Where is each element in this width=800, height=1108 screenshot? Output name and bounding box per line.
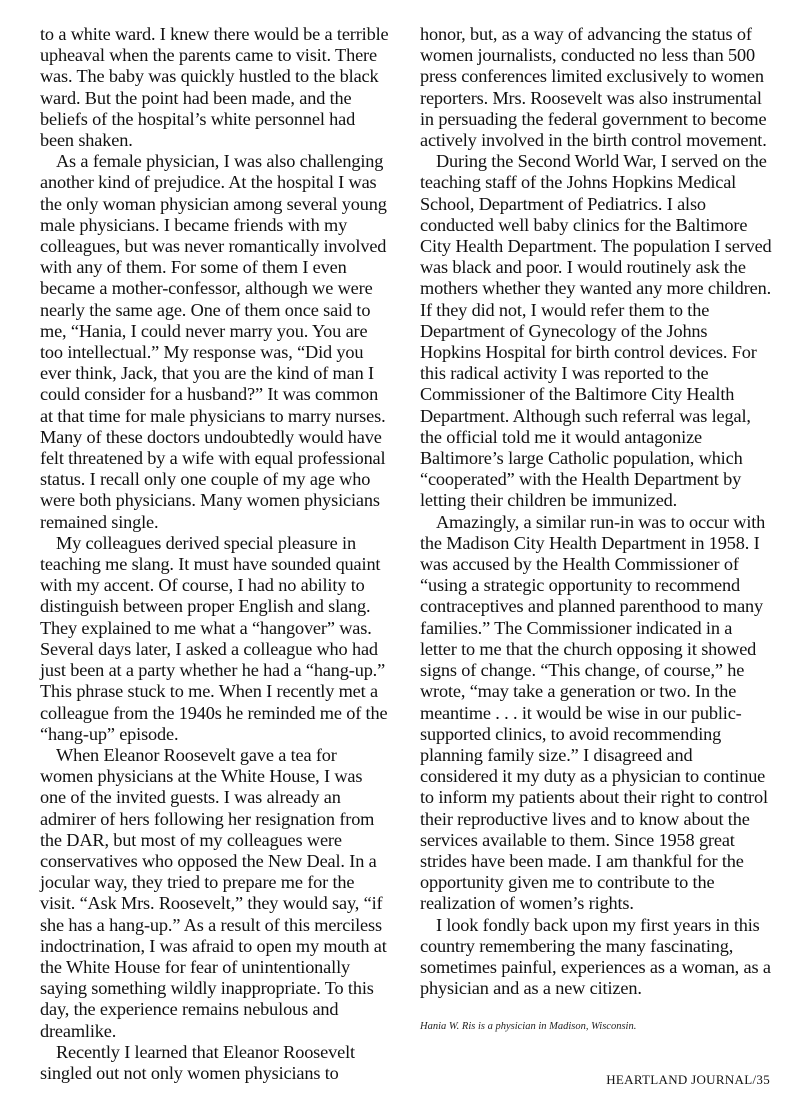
right-column <box>420 24 772 1034</box>
paragraph: honor, but, as a way of advancing the status of women journalists, conducted no less than 500 press conferences limited exclusively to women reporters. Mrs. Roosevelt was also instrumental in persuading the federal government to become actively involved in the birth control movement. <box>420 24 767 151</box>
paragraph: Recently I learned that Eleanor Roosevelt singled out not only women physicians to <box>40 1041 355 1083</box>
page-number: 35 <box>756 1072 770 1087</box>
paragraph: My colleagues derived special pleasure in teaching me slang. It must have sounded quaint with my accent. Of course, I had no ability to distinguish between proper English and slang. They explained to me what a “hangover” was. Several days later, I asked a colleague who had just been at a party whether he had a “hang-up.” This phrase stuck to me. When I recently met a colleague from the 1940s he reminded me of the “hang-up” episode. <box>40 532 388 744</box>
journal-name: HEARTLAND JOURNAL <box>606 1072 753 1087</box>
paragraph: to a white ward. I knew there would be a terrible upheaval when the parents came to visit. There was. The baby was quickly hustled to the black ward. But the point had been made, and the beliefs of the hospital’s white personnel had been shaken. <box>40 24 389 151</box>
paragraph: I look fondly back upon my first years in this country remembering the many fascinating, sometimes painful, experiences as a woman, as a physician and as a new citizen. <box>420 914 771 999</box>
left-column <box>40 24 392 1084</box>
paragraph: Amazingly, a similar run-in was to occur with the Madison City Health Department in 1958. I was accused by the Health Commissioner of “using a strategic opportunity to recommend contraceptives and planned parenthood to many families.” The Commissioner indicated in a letter to me that the church opposing it showed signs of change. “This change, of course,” he wrote, “may take a generation or two. In the meantime . . . it would be wise in our public-supported clinics, to avoid recommending planning family size.” I disagreed and considered it my duty as a physician to continue to inform my patients about their right to control their reproductive lives and to know about the services available to them. Since 1958 great strides have been made. I am thankful for the opportunity given me to contribute to the realization of women’s rights. <box>420 511 768 914</box>
paragraph: When Eleanor Roosevelt gave a tea for women physicians at the White House, I was one of the invited guests. I was already an admirer of hers following her resignation from the DAR, but most of my colleagues were conservatives who opposed the New Deal. In a jocular way, they tried to prepare me for the visit. “Ask Mrs. Roosevelt,” they would say, “if she has a hang-up.” As a result of this merciless indoctrination, I was afraid to open my mouth at the White House for fear of unintentionally saying something wildly inappropriate. To this day, the experience remains nebulous and dreamlike. <box>40 744 387 1041</box>
footer-separator: / <box>752 1072 757 1087</box>
page-footer <box>606 1072 770 1088</box>
author-bio: Hania W. Ris is a physician in Madison, Wisconsin. <box>420 1021 637 1033</box>
paragraph: As a female physician, I was also challenging another kind of prejudice. At the hospital I was the only woman physician among several young male physicians. I became friends with my colleagues, but was never romantically involved with any of them. For some of them I even became a mother-confessor, although we were nearly the same age. One of them once said to me, “Hania, I could never marry you. You are too intellectual.” My response was, “Did you ever think, Jack, that you are the kind of man I could consider for a husband?” It was common at that time for male physicians to marry nurses. Many of these doctors undoubtedly would have felt threatened by a wife with equal professional status. I recall only one couple of my age who were both physicians. Many women physicians remained single. <box>40 151 387 532</box>
paragraph: During the Second World War, I served on the teaching staff of the Johns Hopkins Medical School, Department of Pediatrics. I also conducted well baby clinics for the Baltimore City Health Department. The population I served was black and poor. I would routinely ask the mothers whether they wanted any more children. If they did not, I would refer them to the Department of Gynecology of the Johns Hopkins Hospital for birth control devices. For this radical activity I was reported to the Commissioner of the Baltimore City Health Department. Although such referral was legal, the official told me it would antagonize Baltimore’s large Catholic population, which “cooperated” with the Health Department by letting their children be immunized. <box>420 151 772 511</box>
